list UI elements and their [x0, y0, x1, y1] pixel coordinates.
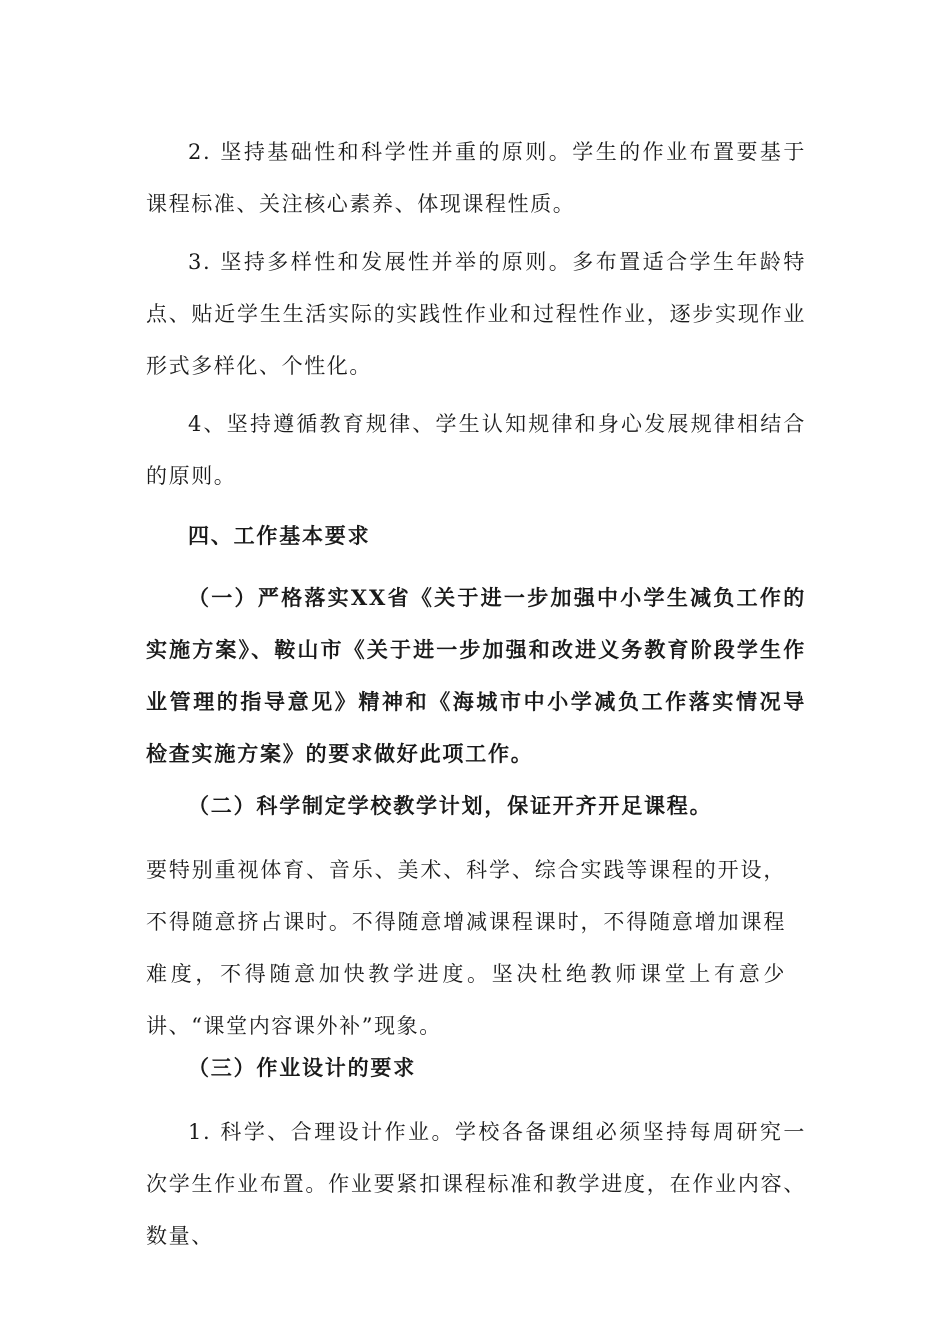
paragraph-requirement-2-heading: （二）科学制定学校教学计划，保证开齐开足课程。 — [188, 793, 713, 818]
paragraph-requirement-2-body: 要特别重视体育、音乐、美术、科学、综合实践等课程的开设，不得随意挤占课时。不得随意增减课程课时，不得随意增加课程难度，不得随意加快教学进度。坚决杜绝教师课堂上有意少讲、“课堂内容课外补”现象。 — [146, 858, 786, 1038]
paragraph-homework-design-1: 1. 科学、合理设计作业。学校各备课组必须坚持每周研究一次学生作业布置。作业要紧扣课程标准和教学进度，在作业内容、数量、 — [146, 1120, 806, 1248]
paragraph-principle-3: 3. 坚持多样性和发展性并举的原则。多布置适合学生年龄特点、贴近学生生活实际的实践性作业和过程性作业，逐步实现作业形式多样化、个性化。 — [146, 250, 806, 378]
paragraph-principle-4: 4、坚持遵循教育规律、学生认知规律和身心发展规律相结合的原则。 — [146, 412, 806, 488]
paragraph-requirement-1: （一）严格落实XX省《关于进一步加强中小学生减负工作的实施方案》、鞍山市《关于进一步加强和改进义务教育阶段学生作业管理的指导意见》精神和《海城市中小学减负工作落实情况导检查实施方案》的要求做好此项工作。 — [146, 585, 806, 766]
paragraph-requirement-3-heading: （三）作业设计的要求 — [188, 1055, 416, 1080]
section-heading-work-requirements: 四、工作基本要求 — [188, 523, 371, 548]
paragraph-principle-2: 2. 坚持基础性和科学性并重的原则。学生的作业布置要基于课程标准、关注核心素养、体现课程性质。 — [146, 140, 806, 216]
